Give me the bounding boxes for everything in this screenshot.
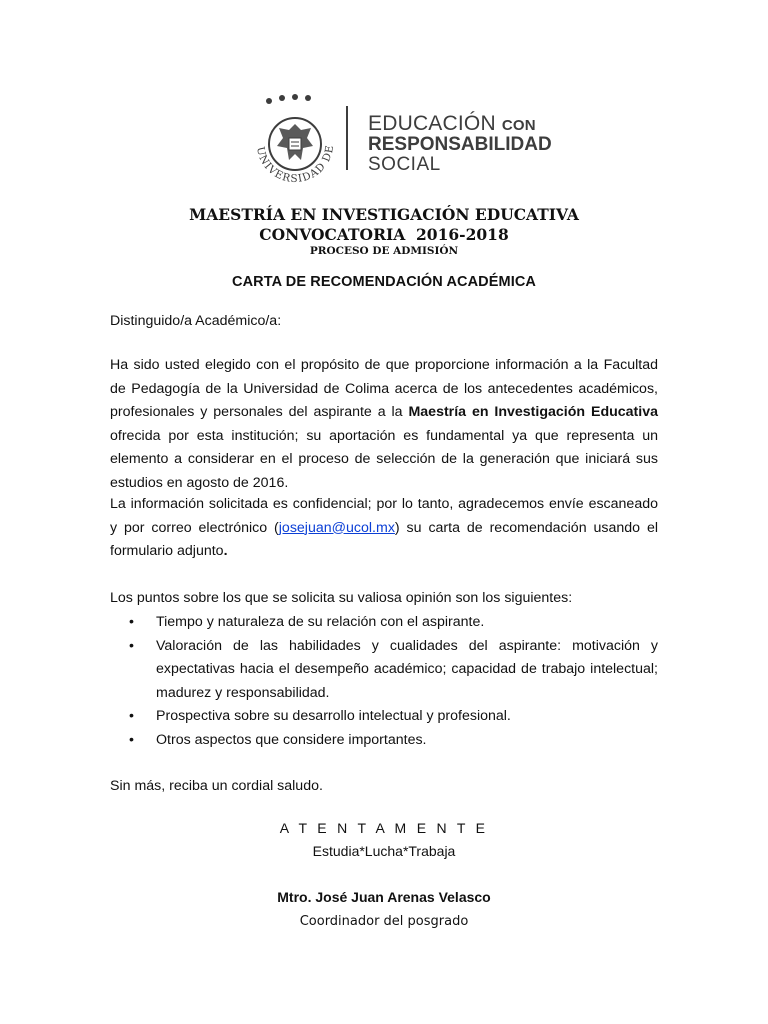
bullet-icon: • [129, 731, 134, 748]
paragraph-confidential-part1: La información solicitada es confidencial; por lo tanto, agradecemos envíe escaneado y por correo electrónico ( [110, 496, 658, 536]
paragraph-confidential-end: . [223, 543, 228, 559]
signer-name: Mtro. José Juan Arenas Velasco [277, 889, 491, 905]
bullet-icon: • [129, 637, 134, 654]
university-logo [243, 92, 563, 196]
call-title: CONVOCATORIA 2016-2018 [259, 225, 509, 244]
list-item [110, 705, 658, 729]
closing-line: Sin más, reciba un cordial saludo. [110, 778, 323, 794]
paragraph-intro-part2: ofrecida por esta institución; su aportación es fundamental ya que representa un elemento a considerar en el proceso de selección de la generación que iniciará sus estudios en agosto de 2016. [110, 427, 658, 491]
motto: Estudia*Lucha*Trabaja [312, 843, 456, 859]
university-seal-icon [243, 92, 347, 196]
letter-title: CARTA DE RECOMENDACIÓN ACADÉMICA [232, 274, 536, 290]
list-item-text: Prospectiva sobre su desarrollo intelectual y profesional. [156, 708, 511, 724]
logo-line-social: SOCIAL [368, 154, 441, 175]
list-item-text: Valoración de las habilidades y cualidades del aspirante: motivación y expectativas hacia el desempeño académico; capacidad de trabajo intelectual; madurez y responsabilidad. [156, 637, 658, 701]
list-item [110, 635, 658, 706]
points-intro: Los puntos sobre los que se solicita su valiosa opinión son los siguientes: [110, 590, 573, 606]
email-link[interactable]: josejuan@ucol.mx [278, 519, 395, 536]
list-item-text: Tiempo y naturaleza de su relación con el aspirante. [156, 614, 485, 630]
points-list [110, 611, 658, 752]
logo-divider [346, 106, 348, 170]
logo-line-educacion: EDUCACIÓN [368, 112, 496, 135]
paragraph-intro [110, 354, 658, 495]
bullet-icon: • [129, 708, 134, 724]
list-item [110, 729, 658, 753]
paragraph-confidential-part2: ) su carta de recomendación usando el formulario adjunto [110, 519, 658, 559]
atentamente: A T E N T A M E N T E [279, 820, 489, 836]
logo-line-con: CON [501, 117, 536, 134]
logo-line-responsabilidad: RESPONSABILIDAD [368, 134, 552, 155]
greeting: Distinguido/a Académico/a: [110, 313, 282, 329]
process-title: PROCESO DE ADMISIÓN [309, 245, 459, 257]
seal-text: UNIVERSIDAD DE [253, 143, 337, 186]
bullet-icon: • [129, 614, 134, 630]
paragraph-confidential [110, 493, 658, 564]
paragraph-intro-part1: Ha sido usted elegido con el propósito de que proporcione información a la Facultad de Pedagogía de la Universidad de Colima acerca de los antecedentes académicos, profesionales y personales del aspirante a la [110, 357, 658, 420]
program-title: MAESTRÍA EN INVESTIGACIÓN EDUCATIVA [189, 205, 579, 224]
logo-wordmark [368, 113, 552, 174]
list-item-text: Otros aspectos que considere importantes. [156, 731, 427, 748]
signer-role: Coordinador del posgrado [299, 914, 469, 929]
program-name-bold: Maestría en Investigación Educativa [408, 404, 659, 420]
list-item [110, 611, 658, 635]
